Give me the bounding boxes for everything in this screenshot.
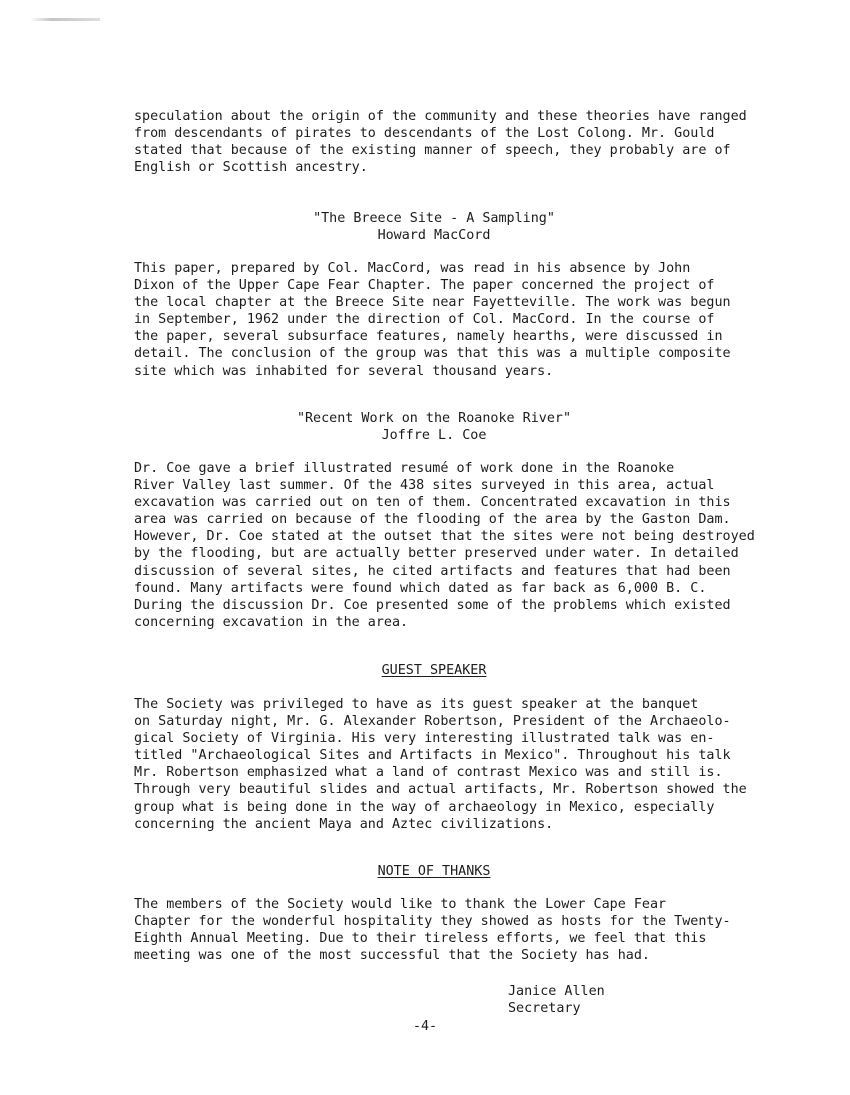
signature-block xyxy=(508,983,605,1017)
signature-name: Janice Allen xyxy=(508,984,605,999)
section-heading-note-of-thanks xyxy=(134,863,734,880)
section-author: Joffre L. Coe xyxy=(381,428,487,444)
intro-text: speculation about the origin of the community and these theories have ranged from descendants of pirates to descendants of the Lost Colong. Mr. Gould stated that because of the existing manner of speech, they probably are of English or Scottish ancestry. xyxy=(134,109,747,176)
section-title: "The Breece Site - A Sampling" xyxy=(313,211,555,226)
page-number: -4- xyxy=(412,1019,438,1034)
section-body-guest-speaker xyxy=(134,696,784,833)
section-heading-roanoke xyxy=(134,410,734,444)
section-heading-breece-site xyxy=(134,210,734,244)
section-title: NOTE OF THANKS xyxy=(377,864,491,879)
section-body-roanoke xyxy=(134,460,784,631)
section-body-note-of-thanks xyxy=(134,896,784,964)
paragraph: Dr. Coe gave a brief illustrated resumé of work done in the Roanoke River Valley last summer. Of the 438 sites surveyed in this area, actual excavation was carried out on ten of them. Concentrated excavation in this area was carried on because of the flooding of the area by the Gaston Dam. However, Dr. Coe stated at the outset that the sites were not being destroyed by the flooding, but are actually better preserved under water. In detailed discussion of several sites, he cited artifacts and features that had been found. Many artifacts were found which dated as far back as 6,000 B. C. During the discussion Dr. Coe presented some of the problems which existed concerning excavation in the area. xyxy=(134,461,755,630)
section-title: GUEST SPEAKER xyxy=(381,663,487,678)
section-heading-guest-speaker xyxy=(134,662,734,679)
section-author: Howard MacCord xyxy=(377,228,491,244)
section-title: "Recent Work on the Roanoke River" xyxy=(296,411,572,426)
paragraph: This paper, prepared by Col. MacCord, was read in his absence by John Dixon of the Upper Cape Fear Chapter. The paper concerned the project of the local chapter at the Breece Site near Fayetteville. The work was begun in September, 1962 under the direction of Col. MacCord. In the course of the paper, several subsurface features, namely hearths, were discussed in detail. The conclusion of the group was that this was a multiple composite site which was inhabited for several thousand years. xyxy=(134,261,731,379)
signature-title: Secretary xyxy=(508,1001,581,1017)
section-body-breece-site xyxy=(134,260,784,380)
paragraph: The Society was privileged to have as its guest speaker at the banquet on Saturday night, Mr. G. Alexander Robertson, President of the Archaeolo- gical Society of Virginia. His very interesting illustrated talk was en- titled "Archaeological Sites and Artifacts in Mexico". Throughout his talk Mr. Robertson emphasized what a land of contrast Mexico was and still is. Through very beautiful slides and actual artifacts, Mr. Robertson showed the group what is being done in the way of archaeology in Mexico, especially concerning the ancient Maya and Aztec civilizations. xyxy=(134,697,747,832)
intro-paragraph xyxy=(134,108,784,176)
paper-mark xyxy=(30,18,100,21)
paragraph: The members of the Society would like to thank the Lower Cape Fear Chapter for the wonderful hospitality they showed as hosts for the Twenty- Eighth Annual Meeting. Due to their tireless efforts, we feel that this meeting was one of the most successful that the Society has had. xyxy=(134,897,731,964)
